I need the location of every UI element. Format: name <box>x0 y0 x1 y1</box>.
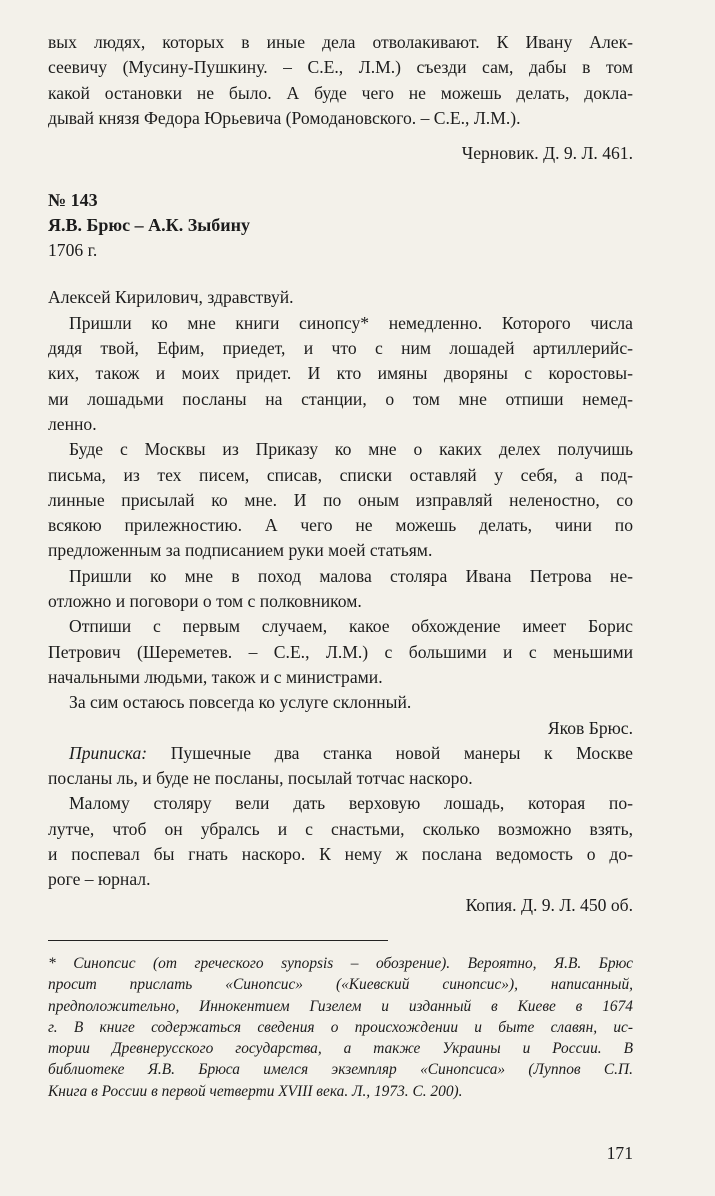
text-line: начальными людьми, також и с министрами. <box>48 666 383 687</box>
text-line: Отпиши с первым случаем, какое обхождение имеет Борис <box>69 616 633 637</box>
archive-source: Черновик. Д. 9. Л. 461. <box>461 143 633 164</box>
text-line: дядя твой, Ефим, приедет, и что с ним лошадей артиллерийс- <box>48 338 633 359</box>
text-line: Буде с Москвы из Приказу ко мне о каких делех получишь <box>69 439 633 460</box>
postscript-line <box>48 741 633 766</box>
text-line: За сим остаюсь повсегда ко услуге склонный. <box>69 692 412 713</box>
signature: Яков Брюс. <box>547 717 633 738</box>
text-line: письма, из тех писем, списав, списки оставляй у себя, а под- <box>48 464 633 485</box>
footnote-line: библиотеке Я.В. Брюса имелся экземпляр «Синопсиса» (Луппов С.П. <box>48 1061 633 1079</box>
text-line: ми лошадьми посланы на станции, о том мне отпиши немед- <box>48 388 633 409</box>
postscript-label: Приписка: <box>69 742 148 763</box>
text-line: вых людях, которых в иные дела отволакивают. К Ивану Алек- <box>48 32 633 52</box>
text-line: линные присылай ко мне. И по оным изправляй неленостно, со <box>48 489 633 510</box>
text-line: сеевичу (Мусину-Пушкину. – С.Е., Л.М.) съезди сам, дабы в том <box>48 57 633 78</box>
document-header <box>48 188 633 263</box>
text-line: и поспевал бы гнать наскоро. К нему ж послана ведомость о до- <box>48 844 633 865</box>
text-line: Пришли ко мне книги синопсу* немедленно. Которого числа <box>69 312 633 333</box>
text-line: ких, також и моих придет. И кто имяны дворяны с коростовы- <box>48 363 633 384</box>
text-line: всякою прилежностию. А чего не можешь делать, чини по <box>48 515 633 536</box>
footnote-divider <box>48 940 388 941</box>
footnote-line: Книга в России в первой четверти XVIII века. Л., 1973. С. 200). <box>48 1082 463 1100</box>
previous-letter-ending <box>48 30 633 166</box>
greeting-text: Алексей Кирилович, здравствуй. <box>48 287 294 308</box>
text-line: посланы ль, и буде не посланы, посылай тотчас наскоро. <box>48 768 473 789</box>
text-line: роге – юрнал. <box>48 869 151 890</box>
text-line: Малому столяру вели дать верховую лошадь, которая по- <box>69 793 633 814</box>
page-content <box>48 30 633 1102</box>
footnote <box>48 953 633 1102</box>
greeting <box>48 285 633 310</box>
footnote-line: просит прислать «Синопсис» («Киевский синопсис»), написанный, <box>48 976 633 994</box>
document-number: № 143 <box>48 190 98 211</box>
document-date: 1706 г. <box>48 240 98 261</box>
page-number: 171 <box>606 1143 633 1163</box>
footnote-line: * Синопсис (от греческого synopsis – обозрение). Вероятно, Я.В. Брюс <box>48 954 633 972</box>
text-line: отложно и поговори о том с полковником. <box>48 591 362 612</box>
text-line: предложенным за подписанием руки моей статьям. <box>48 540 433 561</box>
footnote-line: тории Древнерусского государства, а также Украины и России. В <box>48 1040 633 1058</box>
text-line: какой остановки не было. А буде чего не можешь делать, доклa- <box>48 82 633 103</box>
text-line: ленно. <box>48 413 97 434</box>
footnote-line: г. В книге содержаться сведения о происхождении и быте славян, ис- <box>48 1018 633 1036</box>
text-line: Петрович (Шереметев. – С.Е., Л.М.) с большими и с меньшими <box>48 641 633 662</box>
text-line: Пришли ко мне в поход малова столяра Ивана Петрова не- <box>69 565 633 586</box>
letter-body <box>48 285 633 917</box>
archive-source: Копия. Д. 9. Л. 450 об. <box>465 894 633 915</box>
text-line: лутче, чтоб он убралсь и с снастьми, сколько возможно взять, <box>48 818 633 839</box>
footnote-line: предположительно, Иннокентием Гизелем и изданный в Киеве в 1674 <box>48 997 633 1015</box>
text-line: дывай князя Федора Юрьевича (Ромодановского. – С.Е., Л.М.). <box>48 107 521 128</box>
document-title: Я.В. Брюс – А.К. Зыбину <box>48 215 251 236</box>
postscript-text: Пушечные два станка новой манеры к Москве <box>147 742 633 763</box>
